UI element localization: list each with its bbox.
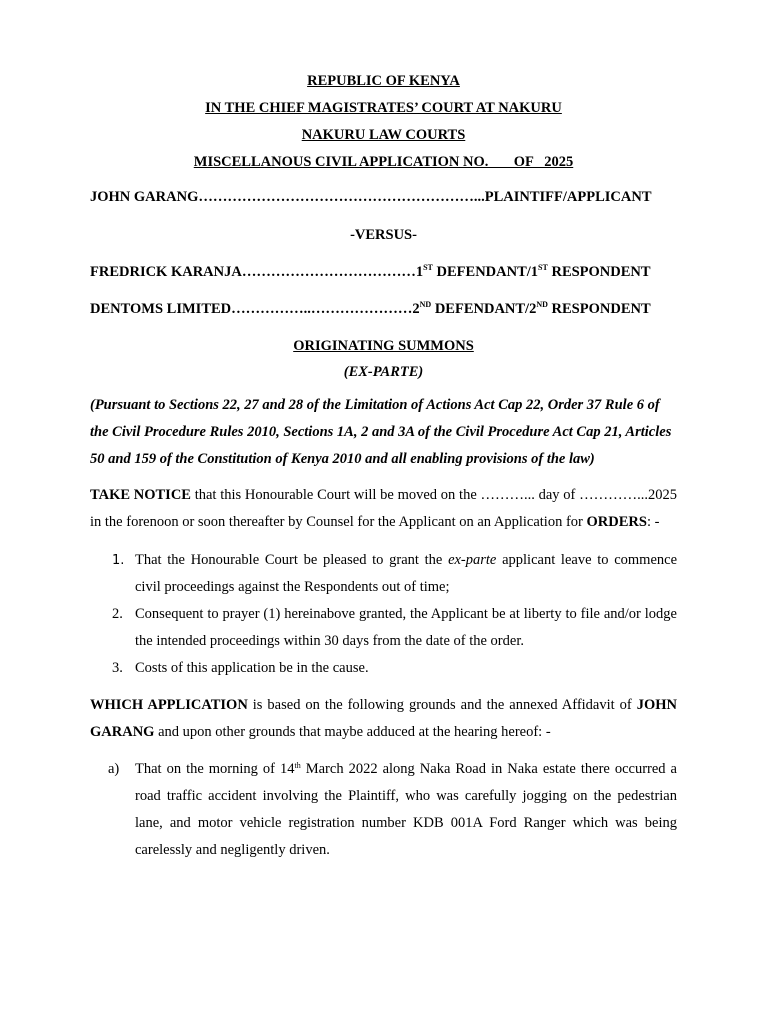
court-header — [90, 68, 677, 176]
orders-list — [90, 547, 677, 682]
order-number: 3. — [112, 660, 123, 676]
ground-text: That on the morning of 14 — [135, 761, 295, 777]
respondent2-sup: ND — [536, 300, 548, 309]
take-notice-lead: TAKE NOTICE — [90, 487, 191, 503]
which-application-lead: WHICH APPLICATION — [90, 697, 248, 713]
ground-sup: th — [294, 761, 301, 770]
defendant1-name: FREDRICK KARANJA — [90, 264, 242, 280]
pursuant-clause: (Pursuant to Sections 22, 27 and 28 of the Limitation of Actions Act Cap 22, Order 37 Rule 6 of the Civil Procedure Rules 2010, Sections 1A, 2 and 3A of the Civil Procedure Act Cap 21, Articles 50 and 159 of the Constitution of Kenya 2010 and all enabling provisions of the law) — [90, 397, 672, 467]
order-text: Consequent to prayer (1) hereinabove granted, the Applicant be at liberty to file and/or lodge the intended proceedings within 30 days from the date of the order. — [135, 606, 677, 649]
deponent-name: JOHN GARANG — [90, 697, 677, 740]
take-notice-tail: : - — [646, 514, 660, 530]
summons-subtitle: (EX-PARTE) — [343, 364, 424, 380]
header-law-courts: NAKURU LAW COURTS — [301, 127, 466, 143]
defendant2-number: 2 — [412, 301, 420, 317]
order-item — [90, 655, 677, 682]
header-court: IN THE CHIEF MAGISTRATES’ COURT AT NAKURU — [205, 100, 562, 116]
defendant2-role: DEFENDANT/2 — [431, 301, 537, 317]
header-republic: REPUBLIC OF KENYA — [307, 73, 460, 89]
take-notice-body: that this Honourable Court will be moved on the ………... day of …………...2025 in the forenoon or soon thereafter by Counsel for the Applicant on an Application for — [90, 487, 677, 530]
summons-title: ORIGINATING SUMMONS — [293, 338, 474, 354]
ground-text-tail: March 2022 along Naka Road in Naka estate there occurred a road traffic accident involving the Plaintiff, who was carefully jogging on the pedestrian lane, and motor vehicle registration number KDB 001A Ford Ranger which was being carelessly and negligently driven. — [135, 761, 677, 858]
order-item — [90, 547, 677, 601]
defendant2-sup: ND — [419, 300, 432, 309]
party-defendant-1 — [90, 262, 677, 282]
defendant2-name: DENTOMS LIMITED — [90, 301, 232, 317]
document-page — [90, 68, 677, 864]
order-text: Costs of this application be in the cause. — [135, 660, 369, 676]
order-text-tail: applicant leave to commence civil proceedings against the Respondents out of time; — [135, 552, 678, 595]
plaintiff-name: JOHN GARANG — [90, 189, 199, 205]
party-plaintiff — [90, 187, 677, 207]
order-number: 1. — [112, 553, 125, 568]
defendant1-sup: ST — [423, 263, 433, 272]
ground-letter: a) — [108, 761, 120, 777]
respondent2-role: RESPONDENT — [547, 301, 651, 317]
order-number: 2. — [112, 606, 123, 622]
versus-label: -VERSUS- — [350, 227, 417, 243]
plaintiff-role: PLAINTIFF/APPLICANT — [484, 189, 652, 205]
which-application-mid: is based on the following grounds and the annexed Affidavit of — [247, 697, 637, 713]
order-text: That the Honourable Court be pleased to grant the — [135, 552, 449, 568]
take-notice-paragraph — [90, 482, 677, 536]
order-italic: ex-parte — [448, 552, 497, 568]
orders-word: ORDERS — [586, 514, 647, 530]
order-item — [90, 601, 677, 655]
respondent1-sup: ST — [538, 263, 548, 272]
respondent1-role: RESPONDENT — [547, 264, 651, 280]
defendant1-role: DEFENDANT/1 — [432, 264, 539, 280]
which-application-paragraph — [90, 692, 677, 746]
which-application-tail: and upon other grounds that maybe adduced at the hearing hereof: - — [154, 724, 551, 740]
defendant1-dots: ……………………………… — [241, 264, 416, 280]
defendant1-number: 1 — [415, 264, 424, 280]
header-application-no: MISCELLANOUS CIVIL APPLICATION NO. OF 2025 — [193, 154, 574, 170]
defendant2-dots: ……………..………………… — [231, 301, 413, 317]
grounds-list — [90, 756, 677, 864]
party-defendant-2 — [90, 299, 677, 319]
ground-item — [90, 756, 677, 864]
plaintiff-dots: …………………………………………………... — [198, 189, 485, 205]
